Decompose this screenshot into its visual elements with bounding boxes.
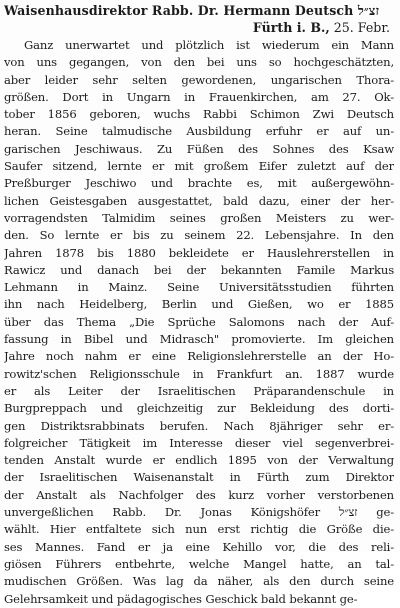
article-line: Jahre noch nahm er eine Religionslehrerstelle an der Ho- — [4, 349, 394, 364]
article-line: den. So lernte er bis zu seinem 22. Lebensjahre. In den — [4, 228, 394, 243]
article-line: Lehmann in Mainz. Seine Universitätsstudien führten — [4, 280, 394, 295]
article-body — [4, 37, 394, 608]
article-line: wählt. Hier entfaltete sich nun erst richtig die Größe die- — [4, 522, 394, 537]
article-line: giösen Führers entbehrte, welche Mangel hatte, an tal- — [4, 556, 394, 571]
dateline-date: 25. Febr. — [329, 20, 390, 35]
dateline-place: Fürth i. B., — [252, 20, 330, 35]
article-line: der Anstalt als Nachfolger des kurz vorher verstorbenen — [4, 487, 394, 502]
article-line: Jahren 1878 bis 1880 bekleidete er Hauslehrerstellen in — [4, 245, 394, 260]
article-line: lichen Geistesgaben ausgestattet, bald dazu, einer der her- — [4, 193, 394, 208]
article-line: Burgpreppach und gleichzeitig zur Bekleidung des dorti- — [4, 401, 394, 416]
article-headline: Waisenhausdirektor Rabb. Dr. Hermann Deutsch זצ״ל — [4, 3, 380, 18]
article-line: mudischen Größen. Was lag da näher, als den durch seine — [4, 574, 394, 589]
article-line: Rawicz und danach bei der bekannten Famile Markus — [4, 262, 394, 277]
article-line: unvergeßlichen Rabb. Dr. Jonas Königshöfer זצ״ל ge- — [4, 505, 394, 520]
article-line: über das Thema „Die Sprüche Salomons nach der Auf- — [4, 314, 394, 329]
article-line: der Israelitischen Waisenanstalt in Fürth zum Direktor — [4, 470, 394, 485]
article-line: ihn nach Heidelberg, Berlin und Gießen, wo er 1885 — [4, 297, 394, 312]
article-line: Preßburger Jeschiwo und brachte es, mit außergewöhn- — [4, 176, 394, 191]
article-line: von uns gegangen, von den bei uns so hochgeschätzten, — [4, 55, 394, 70]
article-line: Saufer sitzend, lernte er mit großem Eifer zuletzt auf der — [4, 159, 394, 174]
article-line: ses Mannes. Fand er ja eine Kehillo vor, die des reli- — [4, 539, 394, 554]
article-line: gen Distriktsrabbinats berufen. Nach 8jähriger sehr er- — [4, 418, 394, 433]
article-line: Gelehrsamkeit und pädagogisches Geschick bald bekannt ge- — [4, 591, 358, 606]
article-line: garischen Jeschiwaus. Zu Füßen des Sohnes des Ksaw — [4, 141, 394, 156]
article-line: rowitz'schen Religionsschule in Frankfurt an. 1887 wurde — [4, 366, 394, 381]
article-line: er als Leiter der Israelitischen Präparandenschule in — [4, 383, 394, 398]
article-line: Ganz unerwartet und plötzlich ist wiederum ein Mann — [24, 38, 394, 52]
article-line: folgreicher Tätigkeit im Interesse dieser viel segenverbrei- — [4, 435, 394, 450]
article-dateline — [4, 19, 394, 36]
article-line: größen. Dort in Ungarn in Frauenkirchen, am 27. Ok- — [4, 89, 394, 104]
article-line: tober 1856 geboren, wuchs Rabbi Schimon Zwi Deutsch — [4, 107, 394, 122]
article-line: aber leider sehr selten gewordenen, ungarischen Thora- — [4, 72, 394, 87]
article-line: heran. Seine talmudische Ausbildung erfuhr er auf un- — [4, 124, 394, 139]
article-line: vorragendsten Talmidim seines großen Meisters zu wer- — [4, 210, 394, 225]
article-line: fassung in Bibel und Midrasch" promovierte. Im gleichen — [4, 332, 394, 347]
article-line: tenden Anstalt wurde er endlich 1895 von der Verwaltung — [4, 453, 394, 468]
